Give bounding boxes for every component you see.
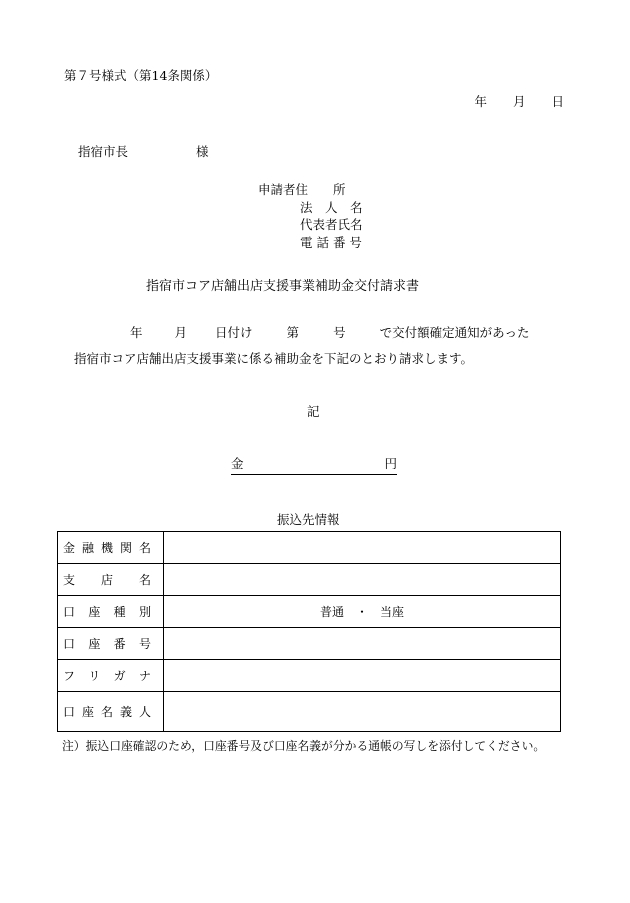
date-month: 月 [512, 94, 526, 109]
label-branch-name: 支 店 名 [63, 573, 151, 587]
footnote: 注）振込口座確認のため，口座番号及び口座名義が分かる通帳の写しを添付してください。 [62, 739, 546, 753]
table-row [58, 564, 561, 596]
applicant-corp-name-label: 法 人 名 [300, 199, 363, 215]
applicant-representative-label: 代表者氏名 [300, 217, 363, 232]
table-row [58, 692, 561, 732]
furigana-field[interactable] [164, 660, 561, 692]
body-line-1 [130, 327, 529, 340]
amount-suffix: 円 [384, 456, 397, 471]
body-year: 年 [130, 325, 143, 340]
body-month: 月 [174, 325, 188, 340]
table-row [58, 660, 561, 692]
date-day: 日 [551, 94, 564, 109]
recipient-name: 指宿市長 [78, 144, 129, 159]
bank-info-table [57, 531, 561, 732]
recipient [78, 146, 209, 159]
account-holder-field[interactable] [164, 692, 561, 732]
label-account-holder: 口 座 名 義 人 [63, 705, 151, 719]
bank-info-title: 振込先情報 [277, 512, 340, 527]
document-title: 指宿市コア店舗出店支援事業補助金交付請求書 [146, 279, 420, 294]
table-row [58, 628, 561, 660]
date-year: 年 [474, 94, 487, 109]
body-line1-rest: で交付額確定通知があった [379, 325, 530, 340]
account-number-field[interactable] [164, 628, 561, 660]
ki-heading: 記 [307, 404, 320, 419]
amount-line [231, 458, 397, 475]
account-type-ordinary[interactable]: 普通 [319, 605, 344, 619]
body-line-2: 指宿市コア店舗出店支援事業に係る補助金を下記のとおり請求します。 [74, 351, 474, 366]
account-type-current[interactable]: 当座 [380, 605, 405, 619]
label-account-number: 口 座 番 号 [63, 637, 151, 651]
account-type-field[interactable] [164, 596, 561, 628]
applicant-phone-label: 電 話 番 号 [300, 234, 362, 250]
table-row [58, 532, 561, 564]
date-line [474, 96, 564, 109]
form-number: 第７号様式（第14条関係） [64, 68, 218, 83]
applicant-block [258, 184, 363, 254]
amount-prefix: 金 [231, 456, 244, 471]
branch-name-field[interactable] [164, 564, 561, 596]
table-row [58, 596, 561, 628]
applicant-address-label: 申請者住 所 [258, 182, 346, 197]
account-type-separator: ・ [355, 605, 368, 619]
label-account-type: 口 座 種 別 [63, 605, 151, 619]
recipient-honorific: 様 [196, 144, 209, 159]
body-dai: 第 [286, 325, 300, 340]
label-bank-name: 金 融 機 関 名 [63, 541, 151, 555]
bank-name-field[interactable] [164, 532, 561, 564]
body-dated: 日付け [215, 325, 253, 340]
body-go: 号 [333, 325, 346, 340]
label-furigana: フ リ ガ ナ [63, 669, 151, 683]
